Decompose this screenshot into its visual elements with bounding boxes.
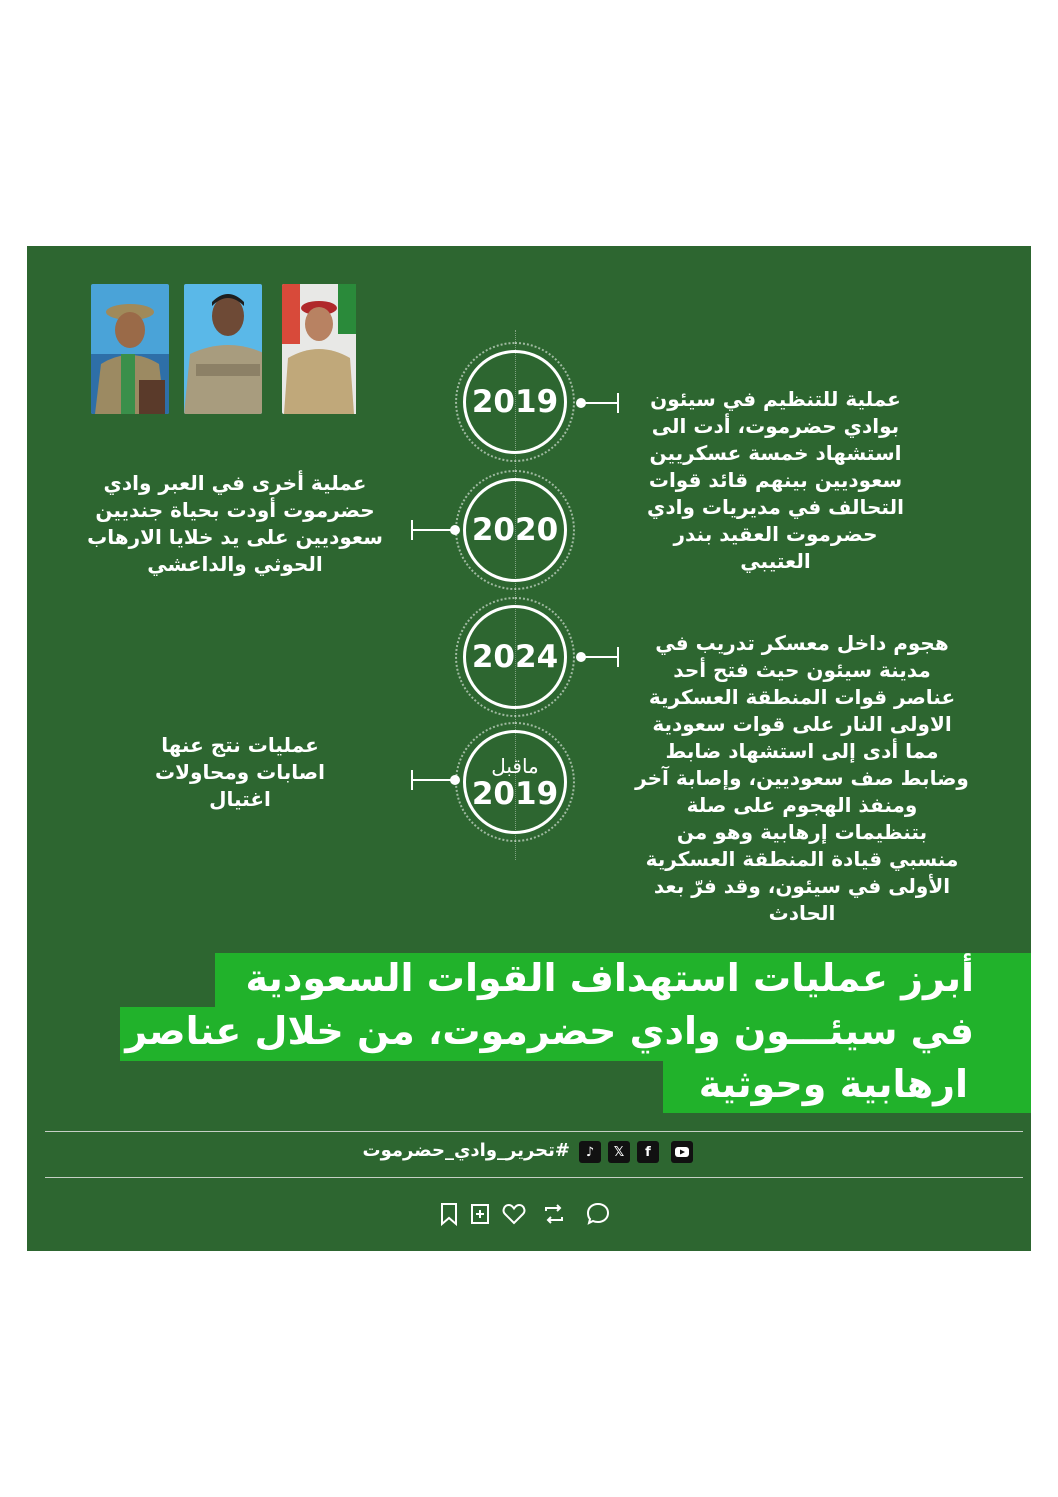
connector-tick	[411, 520, 413, 540]
headline-line-2: في سيئـــون وادي حضرموت، من خلال عناصر	[125, 1009, 974, 1053]
timeline-node-before-2019	[463, 730, 567, 834]
connector-line	[580, 656, 618, 658]
tiktok-icon[interactable]: ♪	[579, 1141, 601, 1163]
hashtag[interactable]: #تحرير_وادي_حضرموت	[362, 1140, 570, 1161]
connector-line	[412, 779, 452, 781]
timeline-text-2024: هجوم داخل معسكر تدريب في مدينة سيئون حيث فتح أحد عناصر قوات المنطقة العسكرية الاولى النار على قوات سعودية مما أدى إلى استشهاد ضابط وضابط صف سعوديين، وإصابة آخر ومنفذ الهجوم على صلة بتنظيمات إرهابية وهو من منسبي قيادة المنطقة العسكرية الأولى في سيئون، وقد فرّ بعد الحادث	[635, 631, 969, 925]
timeline-text-2019: عملية للتنظيم في سيئون بوادي حضرموت، أدت الى استشهاد خمسة عسكريين سعوديين بينهم قائد قوات التحالف في مديريات وادي حضرموت العقيد بندر العتيبي	[647, 387, 904, 573]
photo-soldier-2	[184, 284, 262, 414]
bookmark-icon[interactable]	[435, 1200, 463, 1228]
divider-bottom	[45, 1177, 1023, 1178]
photo-soldier-1	[91, 284, 169, 414]
repost-icon[interactable]	[540, 1200, 568, 1228]
headline-line-3: ارهابية وحوثية	[698, 1062, 968, 1106]
x-icon[interactable]: 𝕏	[608, 1141, 630, 1163]
timeline-year: 2019	[471, 383, 559, 420]
timeline-text-before-2019: عمليات نتج عنها اصابات ومحاولات اغتيال	[155, 733, 325, 811]
divider-top	[45, 1131, 1023, 1132]
timeline-node-2020	[463, 478, 567, 582]
timeline-label: ماقبل	[491, 753, 539, 778]
save-icon[interactable]	[466, 1200, 494, 1228]
timeline-text-2020: عملية أخرى في العبر وادي حضرموت أودت بحياة جنديين سعوديين على يد خلايا الارهاب الحوثي والداعشي	[87, 471, 383, 576]
timeline-year: 2024	[471, 638, 559, 675]
connector-line	[580, 402, 618, 404]
connector-tick	[617, 647, 619, 667]
connector-line	[412, 529, 452, 531]
connector-tick	[617, 393, 619, 413]
timeline-node-2019	[463, 350, 567, 454]
facebook-icon[interactable]: f	[637, 1141, 659, 1163]
youtube-icon[interactable]	[671, 1141, 693, 1163]
connector-tick	[411, 770, 413, 790]
headline-line-1: أبرز عمليات استهداف القوات السعودية	[245, 956, 974, 1000]
heart-icon[interactable]	[500, 1200, 528, 1228]
comment-icon[interactable]	[584, 1200, 612, 1228]
timeline-node-2024	[463, 605, 567, 709]
timeline-year: 2019	[471, 775, 559, 812]
photo-soldier-3	[282, 284, 360, 414]
timeline-year: 2020	[471, 511, 559, 548]
